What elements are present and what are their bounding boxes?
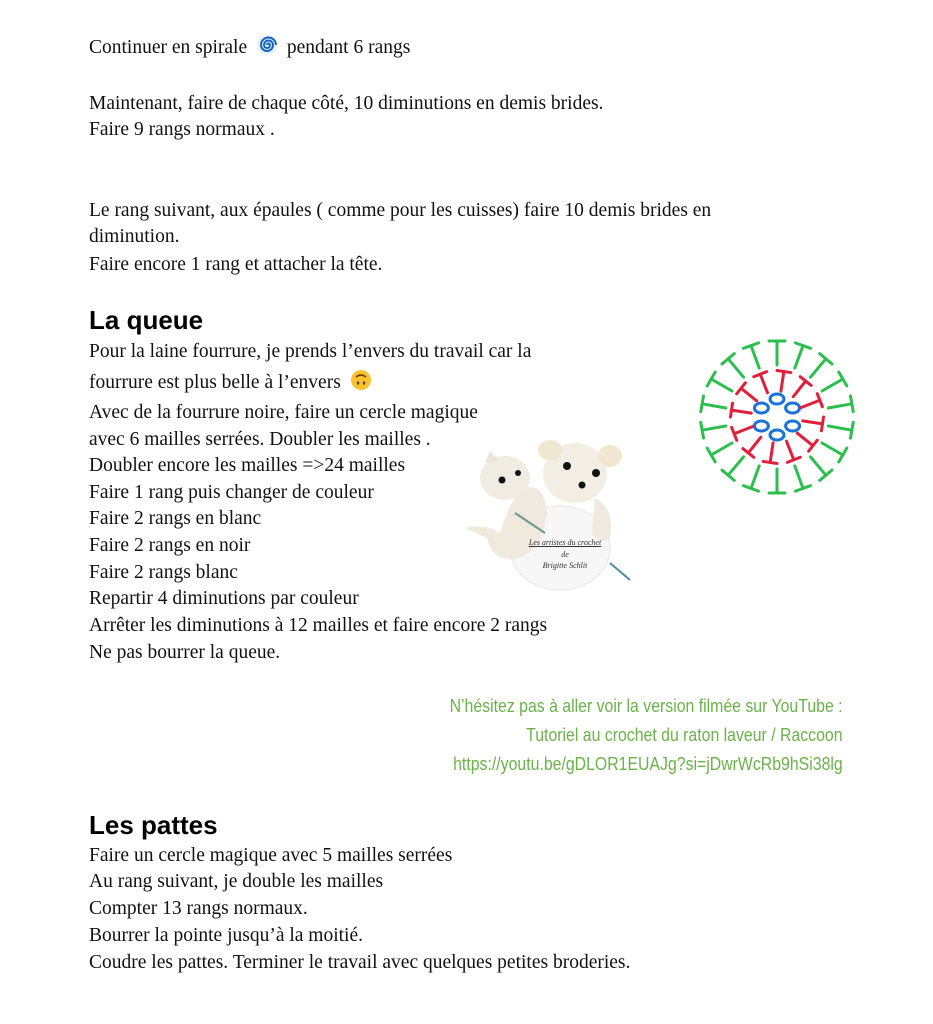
section-title-queue: La queue: [89, 305, 204, 335]
text-line: Maintenant, faire de chaque côté, 10 diminutions en demis brides.: [89, 93, 604, 114]
text-line: Arrêter les diminutions à 12 mailles et faire encore 2 rangs: [89, 615, 548, 636]
text-line: Faire 2 rangs en noir: [89, 535, 251, 556]
section-title-pattes: Les pattes: [89, 810, 218, 840]
text-segment: Continuer en spirale: [89, 37, 248, 58]
text-line: avec 6 mailles serrées. Doubler les mailles .: [89, 429, 431, 450]
text-line: diminution.: [89, 226, 180, 247]
text-segment: pendant 6 rangs: [286, 37, 411, 58]
text-line: Faire 2 rangs blanc: [89, 562, 238, 583]
text-line: Le rang suivant, aux épaules ( comme pour les cuisses) faire 10 demis brides en: [89, 200, 712, 221]
text-line: Repartir 4 diminutions par couleur: [89, 588, 359, 609]
text-line: Faire 1 rang puis changer de couleur: [89, 482, 374, 503]
text-line: Au rang suivant, je double les mailles: [89, 871, 384, 892]
text-line: Ne pas bourrer la queue.: [89, 642, 281, 663]
text-line: [89, 34, 410, 64]
text-line: Compter 13 rangs normaux.: [89, 898, 308, 919]
youtube-title: Tutoriel au crochet du raton laveur / Raccoon: [526, 725, 843, 745]
watermark-line: de: [561, 550, 569, 559]
watermark-line: Brigitte Schlit: [542, 561, 588, 570]
upside-down-face-emoji-icon: [350, 369, 372, 399]
text-line: Pour la laine fourrure, je prends l’envers du travail car la: [89, 341, 532, 362]
text-line: Faire un cercle magique avec 5 mailles serrées: [89, 845, 453, 866]
text-line: Faire encore 1 rang et attacher la tête.: [89, 254, 383, 275]
text-line: Coudre les pattes. Terminer le travail avec quelques petites broderies.: [89, 952, 631, 973]
text-line: Avec de la fourrure noire, faire un cercle magique: [89, 402, 478, 423]
youtube-link[interactable]: https://youtu.be/gDLOR1EUAJg?si=jDwrWcRb9hSi38lg: [453, 754, 843, 774]
youtube-note: N’hésitez pas à aller voir la version filmée sur YouTube :: [450, 696, 843, 716]
text-line: Doubler encore les mailles =>24 mailles: [89, 455, 406, 476]
crochet-stitch-diagram: [695, 338, 860, 496]
text-segment: fourrure est plus belle à l’envers: [89, 372, 341, 393]
watermark-line: Les artistes du crochet: [528, 538, 602, 547]
text-line: [89, 369, 376, 399]
amigurumi-photo: [450, 428, 635, 593]
text-line: Bourrer la pointe jusqu’à la moitié.: [89, 925, 364, 946]
spiral-icon: [256, 34, 278, 64]
text-line: Faire 9 rangs normaux .: [89, 119, 275, 140]
text-line: Faire 2 rangs en blanc: [89, 508, 262, 529]
